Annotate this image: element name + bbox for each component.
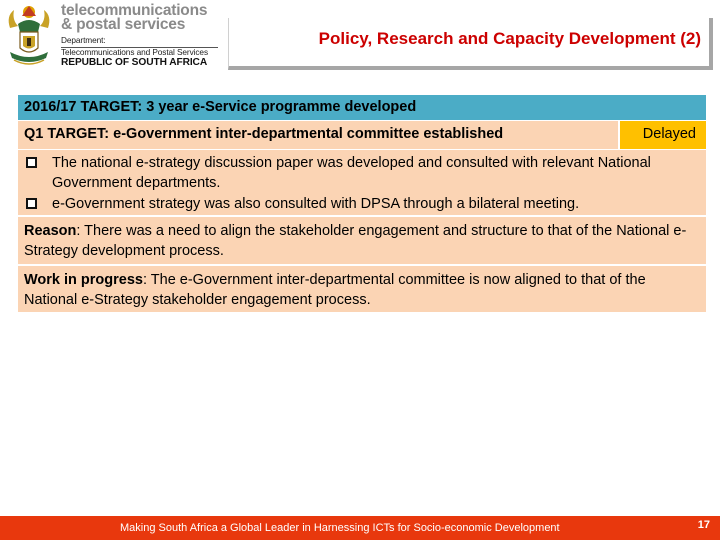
checkbox-bullet-icon [26, 198, 37, 209]
reason-label: Reason [24, 223, 77, 239]
country-name: REPUBLIC OF SOUTH AFRICA [61, 57, 208, 68]
progress-bullets-panel [18, 150, 706, 215]
annual-target-bar [18, 95, 706, 120]
work-in-progress-label: Work in progress [24, 272, 143, 288]
brand-line-2: & postal services [61, 16, 186, 33]
list-item-text: The national e-strategy discussion paper was developed and consulted with relevant National Government departments. [52, 155, 651, 191]
slide-title-box [228, 18, 713, 70]
work-in-progress-panel [18, 266, 706, 312]
reason-panel [18, 217, 706, 264]
page-number: 17 [697, 519, 710, 531]
department-logo [4, 2, 218, 72]
work-in-progress-text: : The e-Government inter-departmental committee is now aligned to that of the National e-Strategy stakeholder engagement process. [24, 272, 646, 308]
q1-target-text: Q1 TARGET: e-Government inter-departmental committee established [24, 126, 504, 142]
list-item-text: e-Government strategy was also consulted with DPSA through a bilateral meeting. [52, 196, 580, 212]
status-badge [620, 121, 706, 149]
footer-tagline: Making South Africa a Global Leader in Harnessing ICTs for Socio-economic Development [120, 522, 560, 534]
reason-text: : There was a need to align the stakeholder engagement and structure to that of the National e-Strategy development process. [24, 223, 687, 259]
department-name: Telecommunications and Postal Services [61, 47, 208, 57]
coat-of-arms-icon [4, 2, 54, 70]
slide-title: Policy, Research and Capacity Development (2) [318, 29, 701, 48]
q1-target-bar [18, 121, 618, 149]
footer-bar [0, 516, 720, 540]
status-text: Delayed [642, 126, 696, 142]
department-label: Department: [61, 35, 106, 45]
reason-paragraph [24, 221, 700, 261]
brand-line-1: telecommunications [61, 2, 208, 19]
checkbox-bullet-icon [26, 157, 37, 168]
work-in-progress-paragraph [24, 270, 700, 310]
annual-target-text: 2016/17 TARGET: 3 year e-Service programme developed [24, 99, 417, 115]
